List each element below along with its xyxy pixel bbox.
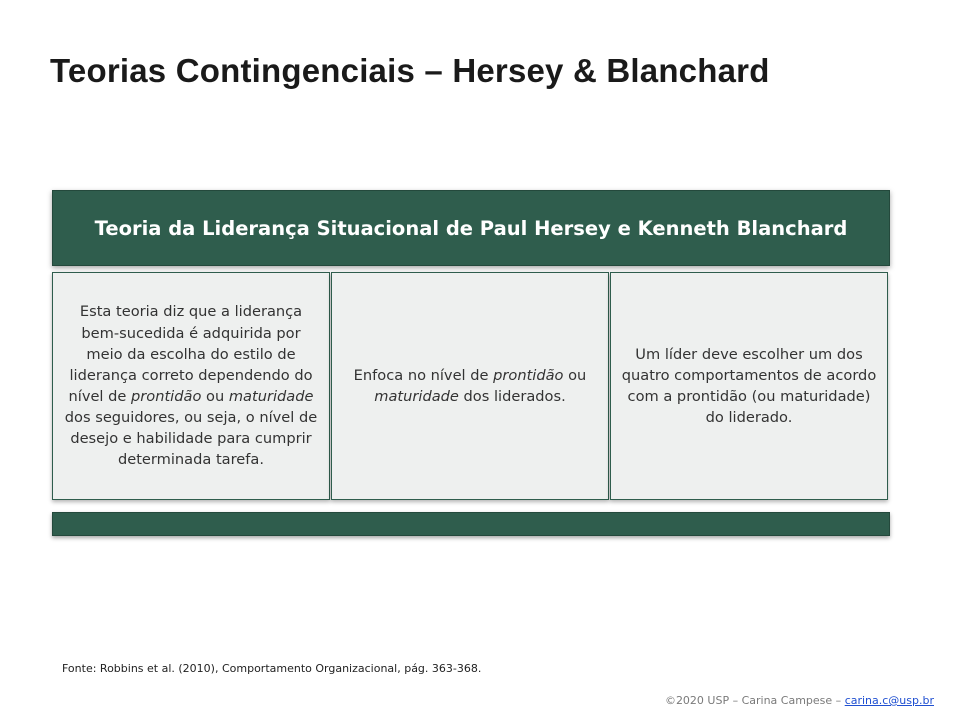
box1-text-part: dos seguidores, ou seja, o nível de desejo e habilidade para cumprir determinada tarefa.	[64, 409, 318, 469]
diagram-header-text: Teoria da Liderança Situacional de Paul Hersey e Kenneth Blanchard	[94, 216, 848, 240]
box1-text-part: ou	[201, 388, 229, 405]
source-citation: Fonte: Robbins et al. (2010), Comportamento Organizacional, pág. 363-368.	[62, 662, 482, 675]
box2-text-part: dos liderados.	[458, 388, 566, 405]
content-box-1-text	[61, 301, 321, 470]
box2-italic-prontidao: prontidão	[493, 366, 564, 384]
diagram-header	[52, 190, 890, 266]
footer-copyright: ©2020 USP – Carina Campese –	[664, 694, 845, 707]
box1-italic-prontidao: prontidão	[131, 388, 202, 405]
content-box-2	[331, 272, 609, 500]
box2-text-part: Enfoca no nível de	[353, 366, 494, 384]
content-box-2-text	[342, 365, 598, 407]
box1-italic-maturidade: maturidade	[228, 388, 314, 405]
box2-text-part: ou	[563, 366, 587, 384]
box1-text-part: Esta teoria diz que a liderança bem-sucedida é adquirida por meio da escolha do estilo de liderança correto dependendo do nível de	[68, 303, 313, 405]
diagram-bottom-bar	[52, 512, 890, 536]
content-box-3-text: Um líder deve escolher um dos quatro comportamentos de acordo com a prontidão (ou maturidade) do liderado.	[621, 345, 877, 427]
footer-email-link[interactable]: carina.c@usp.br	[844, 694, 934, 707]
footer	[665, 694, 934, 707]
slide-title: Teorias Contingenciais – Hersey & Blanchard	[50, 52, 770, 89]
content-box-1	[52, 272, 330, 500]
content-box-3	[610, 272, 888, 500]
box2-italic-maturidade: maturidade	[374, 388, 459, 405]
